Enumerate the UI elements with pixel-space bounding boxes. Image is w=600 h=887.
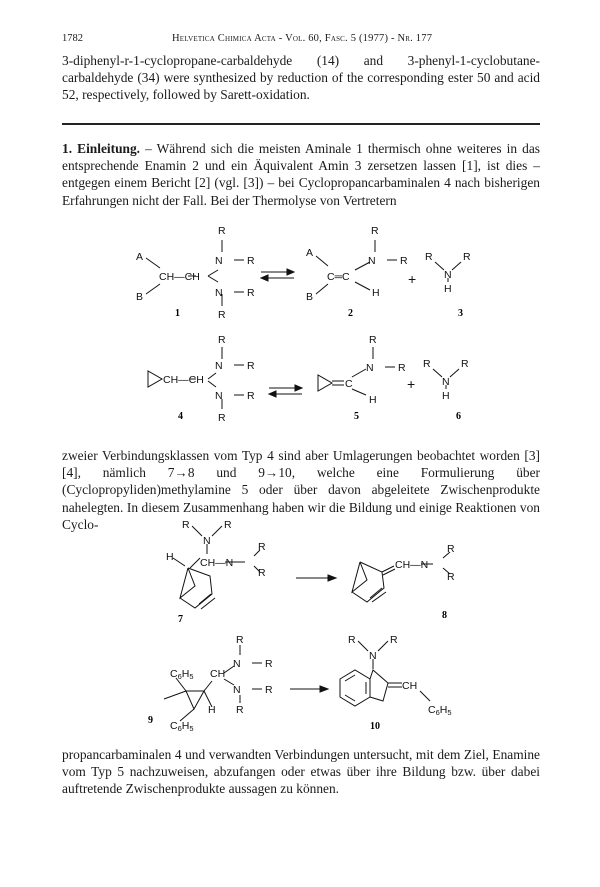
arrow-7-8 (296, 575, 336, 581)
svg-text:H: H (208, 704, 216, 716)
structure-8-text (395, 543, 455, 583)
svg-text:R: R (463, 251, 471, 263)
intro-text-1: – Während sich die meisten Aminale 1 thermisch ohne weiteres in das entsprechende Enamin 2 und ein Äquivalent Amin 3 zersetzen lassen [1], ist dies – entgegen einem Bericht [2] (vgl. [3]) – bei Cyclopropancarbaminalen 4 nach bisherigen Erfahrungen nicht der Fall. Bei der Thermolyse von Vertretern (62, 141, 540, 208)
svg-text:C: C (345, 378, 353, 390)
svg-text:N: N (203, 535, 211, 547)
plus-sign: + (408, 271, 417, 287)
structure-5-text (345, 334, 406, 406)
svg-text:CH: CH (402, 680, 418, 692)
equilibrium-arrow-2 (269, 385, 302, 397)
svg-text:C6H5: C6H5 (170, 668, 194, 681)
svg-text:C6H5: C6H5 (170, 720, 194, 733)
svg-text:R: R (348, 634, 356, 646)
svg-text:N: N (215, 255, 223, 267)
journal-line: Helvetica Chimica Acta - Vol. 60, Fasc. 5 (1977) - Nr. 177 (172, 33, 433, 44)
svg-text:R: R (247, 360, 255, 372)
svg-text:N: N (368, 255, 376, 267)
svg-text:N: N (215, 360, 223, 372)
structure-7-text (166, 519, 266, 579)
intro-paragraph-1 (62, 140, 540, 209)
svg-text:R: R (224, 519, 232, 531)
structure-5 (318, 347, 395, 395)
intro-text-2: zweier Verbindungsklassen vom Typ 4 sind aber Umlagerungen beobachtet worden [3] [4], nämlich 7→8 und 9→10, welche eine Formulierung über (Cyclopropyliden)methylamine 5 oder über davon abgeleitete Zwischenprodukte nahelegten. In diesem Zusammenhang haben wir die Bildung und einige Reaktionen von Cyclo- (62, 448, 540, 532)
svg-text:A: A (136, 251, 144, 263)
svg-text:H: H (369, 394, 377, 406)
svg-text:R: R (218, 412, 226, 424)
label-2: 2 (348, 308, 353, 319)
equilibrium-arrow-1 (261, 269, 294, 281)
label-5: 5 (354, 411, 359, 422)
svg-text:R: R (247, 255, 255, 267)
scheme-cyclopropyl-4-5-6 (0, 333, 600, 438)
svg-text:R: R (247, 390, 255, 402)
scheme-7-to-8 (0, 518, 600, 628)
svg-text:CH: CH (210, 668, 226, 680)
svg-text:CH—CH: CH—CH (159, 271, 200, 283)
svg-text:R: R (400, 255, 408, 267)
svg-text:N: N (444, 269, 452, 281)
svg-text:N: N (233, 658, 241, 670)
section-heading: 1. Einleitung. (62, 141, 141, 156)
svg-text:N: N (215, 390, 223, 402)
label-1: 1 (175, 308, 180, 319)
plus-sign-2: + (407, 376, 416, 392)
structure-9-text (170, 634, 273, 733)
label-6: 6 (456, 411, 461, 422)
structure-10 (340, 641, 430, 706)
svg-text:R: R (447, 571, 455, 583)
svg-text:R: R (218, 225, 226, 237)
svg-text:CH—CH: CH—CH (163, 374, 204, 386)
abstract-text: 3-diphenyl-r-1-cyclopropane-carbaldehyde (14) and 3-phenyl-1-cyclobutane-carbaldehyde (34) were synthesized by reduction of the corresponding ester 50 and acid 52, respectively, followed by Sarett-oxidation. (62, 53, 540, 103)
scheme-9-to-10 (0, 633, 600, 738)
page-number: 1782 (62, 33, 83, 44)
svg-text:A: A (306, 247, 314, 259)
svg-text:R: R (218, 309, 226, 321)
svg-text:R: R (247, 287, 255, 299)
label-8: 8 (442, 610, 447, 621)
svg-text:R: R (390, 634, 398, 646)
svg-text:N: N (369, 650, 377, 662)
svg-text:R: R (218, 334, 226, 346)
label-7: 7 (178, 614, 183, 625)
label-9: 9 (148, 715, 153, 726)
svg-text:R: R (461, 358, 469, 370)
svg-text:H: H (444, 283, 452, 295)
svg-text:R: R (236, 634, 244, 646)
scheme-aminal-1-2-3 (0, 218, 600, 323)
svg-text:R: R (371, 225, 379, 237)
structure-2 (316, 240, 397, 294)
svg-text:R: R (425, 251, 433, 263)
svg-text:R: R (423, 358, 431, 370)
intro-paragraph-3 (62, 746, 540, 798)
structure-6-text (423, 358, 469, 402)
label-10: 10 (370, 721, 380, 732)
svg-text:R: R (258, 567, 266, 579)
svg-text:N: N (442, 376, 450, 388)
section-divider (62, 123, 540, 125)
structure-2-text (306, 225, 408, 303)
svg-text:H: H (372, 287, 380, 299)
label-3: 3 (458, 308, 463, 319)
svg-text:H: H (166, 551, 174, 563)
svg-text:B: B (306, 291, 314, 303)
svg-text:C═C: C═C (327, 271, 350, 283)
structure-3-text (425, 251, 471, 295)
arrow-9-10 (290, 686, 328, 692)
svg-text:CH—N: CH—N (200, 557, 234, 569)
svg-text:N: N (366, 362, 374, 374)
svg-text:R: R (265, 684, 273, 696)
svg-text:R: R (398, 362, 406, 374)
svg-text:R: R (447, 543, 455, 555)
svg-text:H: H (442, 390, 450, 402)
svg-text:R: R (182, 519, 190, 531)
svg-text:CH—N: CH—N (395, 559, 429, 571)
svg-text:N: N (215, 287, 223, 299)
svg-text:R: R (265, 658, 273, 670)
structure-1-text (136, 225, 255, 321)
svg-text:R: R (236, 704, 244, 716)
svg-text:R: R (258, 541, 266, 553)
svg-text:N: N (233, 684, 241, 696)
abstract-tail (62, 52, 540, 104)
label-4: 4 (178, 411, 183, 422)
svg-text:R: R (369, 334, 377, 346)
svg-text:B: B (136, 291, 144, 303)
intro-text-3: propancarbaminalen 4 und verwandten Verbindungen untersucht, mit dem Ziel, Enamine vom Typ 5 nachzuweisen, abzufangen oder etwas über ihre Bildung bzw. über dabei auftretende Zwischenprodukte aussagen zu können. (62, 747, 540, 797)
svg-text:C6H5: C6H5 (428, 704, 452, 717)
structure-4-text (163, 334, 255, 424)
